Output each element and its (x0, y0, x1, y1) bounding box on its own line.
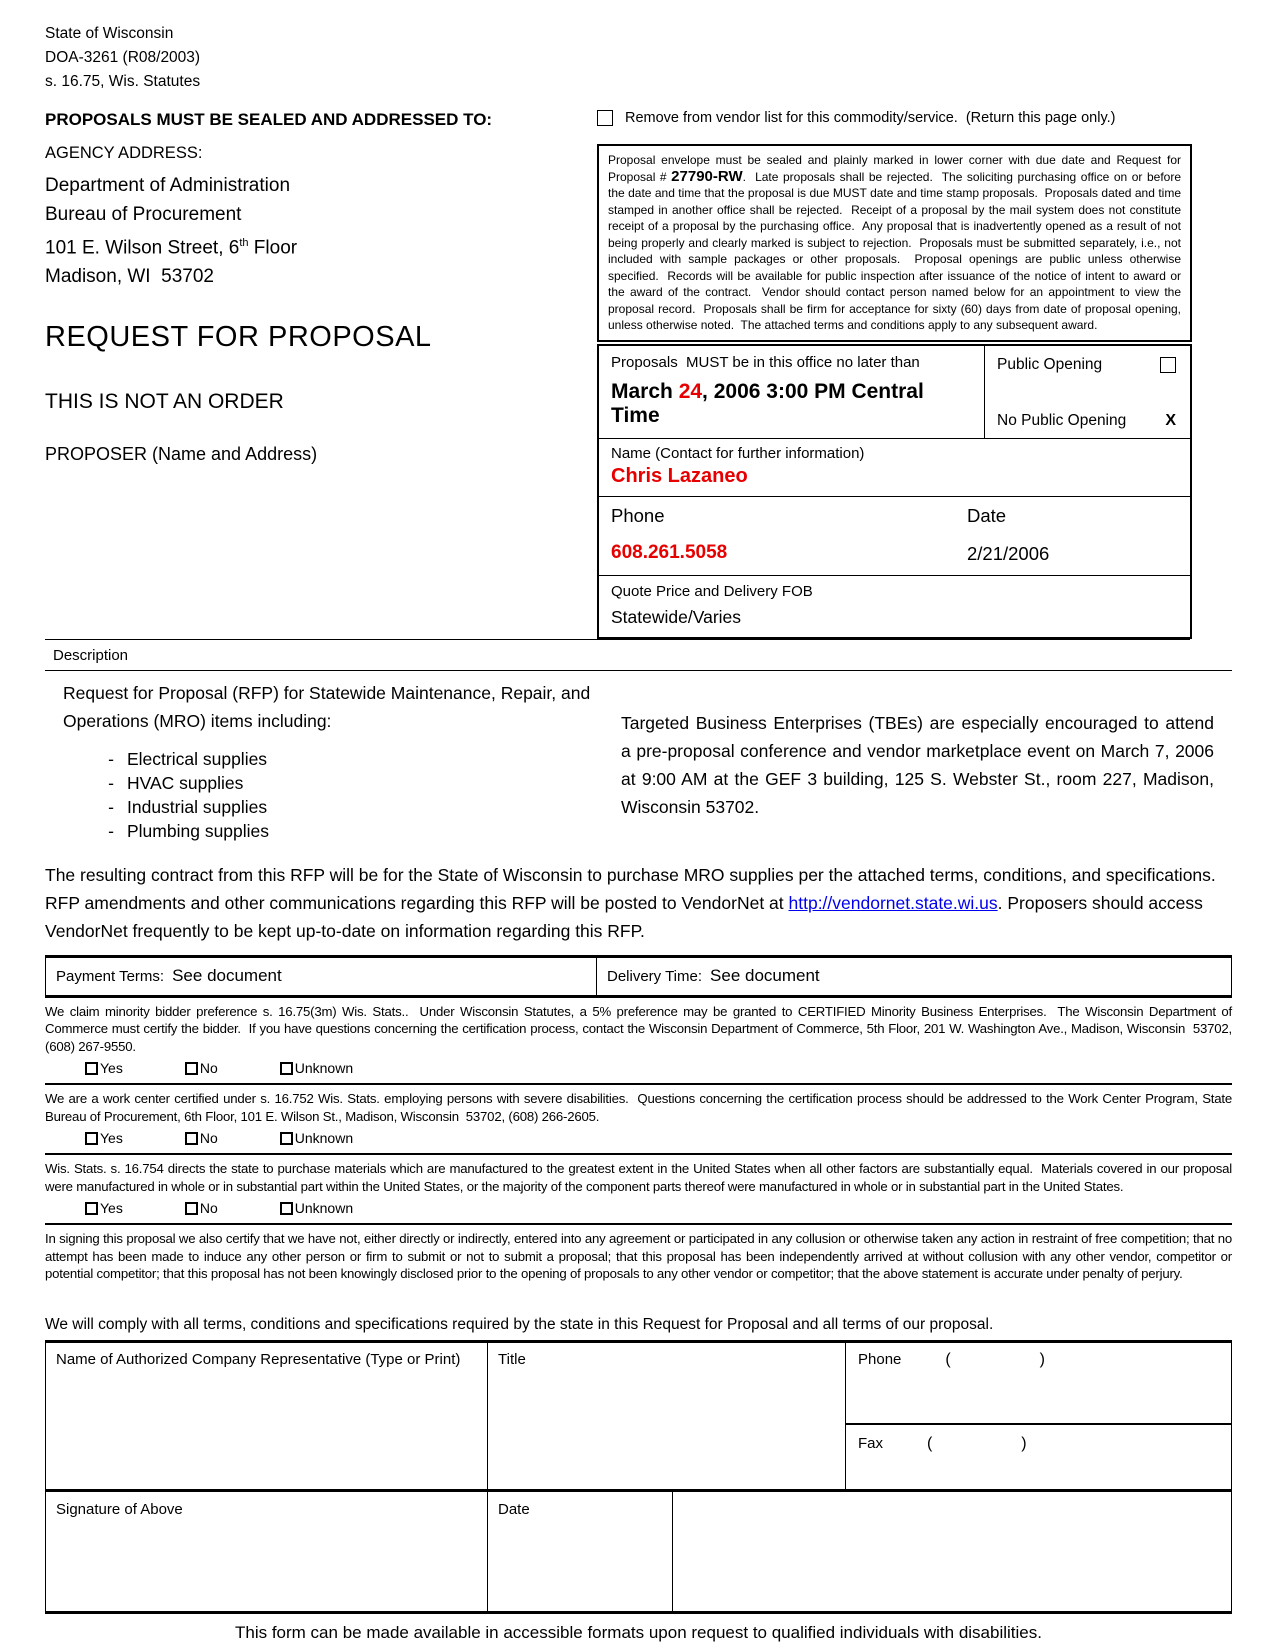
phone-entry-cell[interactable] (846, 1343, 1231, 1425)
agency-line-4: Madison, WI 53702 (45, 266, 214, 288)
us-materials-section (45, 1155, 1236, 1225)
minority-bidder-text: We claim minority bidder preference s. 16.75(3m) Wis. Stats.. Under Wisconsin Statutes, a 5% preference may be granted to CERTIFIED Minority Business Enterprises. The Wisconsin Department of Commerce must certify the bidder. If you have questions concerning the certification process, contact the Wisconsin Department of Commerce, 5th Floor, 201 W. Washington Ave., Madison, Wisconsin 53702, (608) 267-9550. (45, 1003, 1236, 1054)
left-column (45, 144, 597, 639)
minority-bidder-options (85, 1060, 1232, 1076)
agency-address-label: AGENCY ADDRESS: (45, 144, 203, 162)
list-item (63, 819, 605, 843)
no-checkbox[interactable] (185, 1202, 198, 1215)
delivery-time-cell (596, 958, 1231, 995)
deadline-label: Proposals MUST be in this office no later than (611, 353, 920, 371)
sealed-heading: PROPOSALS MUST BE SEALED AND ADDRESSED TO: (45, 110, 493, 129)
tbe-note: Targeted Business Enterprises (TBEs) are especially encouraged to attend a pre-proposal conference and vendor marketplace event on March 7, 2006 at 9:00 AM at the GEF 3 building, 125 S. Webster St., room 227, Madison, Wisconsin 53702. (621, 712, 1214, 817)
fax-entry-label: Fax (858, 1434, 884, 1452)
description-intro: Request for Proposal (RFP) for Statewide Maintenance, Repair, and Operations (MRO) items including: (63, 682, 591, 731)
date-label: Date (967, 504, 1007, 526)
title-cell[interactable] (488, 1343, 846, 1489)
form-id-block (45, 22, 1232, 94)
fax-paren: ( ) (927, 1434, 1027, 1452)
phone-paren: ( ) (945, 1350, 1045, 1368)
form-statute: s. 16.75, Wis. Statutes (45, 73, 201, 90)
page-title: REQUEST FOR PROPOSAL (45, 321, 432, 354)
work-center-text: We are a work center certified under s. 16.752 Wis. Stats. employing persons with severe disabilities. Questions concerning the certification process should be addressed to the Work Center Program, State Bureau of Procurement, 6th Floor, 101 E. Wilson St., Madison, Wisconsin 53702, (608) 266-2605. (45, 1091, 1236, 1124)
phone-fax-column (846, 1343, 1231, 1489)
description-bottom-rule (45, 670, 1232, 671)
remove-vendor-label: Remove from vendor list for this commodity/service. (Return this page only.) (625, 110, 1116, 126)
vendornet-link[interactable]: http://vendornet.state.wi.us (788, 892, 998, 913)
us-materials-options (85, 1200, 1232, 1216)
terms-box (45, 955, 1232, 998)
phone-column (611, 505, 967, 565)
delivery-time-label: Delivery Time: (607, 967, 703, 985)
form-number: DOA-3261 (R08/2003) (45, 49, 201, 66)
not-an-order-label: THIS IS NOT AN ORDER (45, 390, 284, 414)
collusion-clause: In signing this proposal we also certify that we have not, either directly or indirectly, entered into any agreement or participated in any collusion or otherwise taken any action in restraint of free competition; that no attempt has been made to induce any other person or firm to submit or not to submit a proposal; that this proposal has been independently arrived at without collusion with any other vendor, competitor or potential competitor; that this proposal has not been knowingly disclosed prior to the opening of proposals to any other vendor or competitor; that the above statement is accurate under penalty of perjury. (45, 1231, 1236, 1281)
phone-date-row (599, 496, 1190, 575)
heading-row (45, 110, 1232, 130)
date-value: 2/21/2006 (967, 542, 1050, 564)
public-opening-checkbox[interactable] (1160, 357, 1176, 373)
envelope-notice-box (597, 144, 1192, 342)
proposer-entry-area[interactable] (45, 465, 577, 585)
date-column (967, 505, 1178, 565)
agency-line-1: Department of Administration (45, 175, 291, 196)
list-item-label: Industrial supplies (127, 796, 268, 817)
no-public-opening-mark: X (1165, 411, 1176, 429)
description-left (45, 679, 605, 843)
list-bullet: - (108, 772, 114, 793)
minority-bidder-section (45, 998, 1236, 1086)
work-center-options (85, 1130, 1232, 1146)
list-item (63, 747, 605, 771)
unknown-checkbox[interactable] (280, 1062, 293, 1075)
phone-label: Phone (611, 504, 665, 526)
signature-row-1 (46, 1343, 1231, 1489)
us-materials-text: Wis. Stats. s. 16.754 directs the state to purchase materials which are manufactured to the greatest extent in the United States when all other factors are substantially equal. Materials covered in our proposal were manufactured in whole or in substantial part within the United States, or the majority of the component parts thereof were manufactured in whole or in substantial part in the United States. (45, 1161, 1236, 1194)
delivery-time-value: See document (710, 965, 820, 985)
right-column (597, 144, 1192, 639)
representative-name-label: Name of Authorized Company Representative (Type or Print) (56, 1350, 461, 1368)
public-opening-cell (984, 346, 1190, 438)
list-item-label: Plumbing supplies (127, 820, 270, 841)
signature-cell[interactable] (46, 1492, 488, 1611)
public-opening-line (997, 356, 1176, 374)
option-yes: Yes (85, 1130, 123, 1146)
description-content (45, 679, 1232, 843)
option-unknown: Unknown (280, 1060, 353, 1076)
option-yes: Yes (85, 1060, 123, 1076)
representative-name-cell[interactable] (46, 1343, 488, 1489)
option-no: No (185, 1130, 218, 1146)
list-bullet: - (108, 748, 114, 769)
unknown-checkbox[interactable] (280, 1202, 293, 1215)
signature-label: Signature of Above (56, 1500, 183, 1518)
no-checkbox[interactable] (185, 1132, 198, 1145)
envelope-notice-post: . Late proposals shall be rejected. The soliciting purchasing office on or before the date and time that the proposal is due MUST date and time stamp proposals. Proposals dated and time stamped in another office shall be rejected. Receipt of a proposal by the mail system does not constitute receipt of a proposal by the purchasing office. Any proposal that is inadvertently opened as a result of not being properly and clearly marked is subject to rejection. Proposals must be submitted separately, i.e., not included with sample packages or other proposals. Proposal openings are public unless otherwise specified. Records will be available for public inspection after issuance of the notice of intent to award or the award of the contract. Vendor should contact person named below for an appointment to view the proposal record. Proposals shall be firm for acceptance for sixty (60) days from date of proposal opening, unless otherwise noted. The attached terms and conditions apply to any subsequent award. (608, 169, 1185, 332)
collusion-section (45, 1225, 1236, 1286)
unknown-checkbox[interactable] (280, 1132, 293, 1145)
phone-value: 608.261.5058 (611, 541, 728, 563)
deadline-row (599, 346, 1190, 438)
empty-cell (673, 1492, 1231, 1611)
envelope-notice-pre: Proposal envelope must be sealed and plainly marked in lower corner with due date and Request for Proposal # (608, 153, 1185, 184)
description-list (63, 747, 605, 843)
list-bullet: - (108, 796, 114, 817)
contact-name-value: Chris Lazaneo (611, 464, 748, 487)
agency-line-3: 101 E. Wilson Street, 6th Floor (45, 237, 298, 259)
option-unknown: Unknown (280, 1130, 353, 1146)
notes-block (45, 861, 1232, 945)
description-label: Description (53, 646, 129, 664)
fob-value: Statewide/Varies (611, 606, 742, 627)
no-public-opening-line (997, 412, 1176, 430)
public-opening-label: Public Opening (997, 355, 1103, 373)
accessibility-footer: This form can be made available in accessible formats upon request to qualified individuals with disabilities. (235, 1622, 1042, 1642)
work-center-section (45, 1085, 1236, 1155)
vendornet-note: RFP amendments and other communications regarding this RFP will be posted to VendorNet at http://vendornet.state.wi.us. Proposers should access VendorNet frequently to be kept up-to-date on information regarding this RFP. (45, 892, 1203, 941)
payment-terms-cell (46, 958, 596, 995)
signature-row-2 (46, 1489, 1231, 1611)
list-item (63, 771, 605, 795)
agency-line-2: Bureau of Procurement (45, 204, 242, 225)
list-item (63, 795, 605, 819)
no-public-opening-label: No Public Opening (997, 411, 1127, 429)
phone-entry-label: Phone (858, 1350, 902, 1368)
list-item-label: HVAC supplies (127, 772, 244, 793)
yes-checkbox[interactable] (85, 1132, 98, 1145)
deadline-date: March 24, 2006 3:00 PM Central Time (611, 379, 930, 427)
ordinal-suffix: th (239, 237, 249, 249)
signature-date-cell[interactable] (488, 1492, 673, 1611)
contract-note: The resulting contract from this RFP will be for the State of Wisconsin to purchase MRO supplies per the attached terms, conditions, and specifications. (45, 864, 1216, 885)
title-label: Title (498, 1350, 526, 1368)
option-no: No (185, 1200, 218, 1216)
signature-table (45, 1340, 1232, 1614)
option-no: No (185, 1060, 218, 1076)
comply-note: We will comply with all terms, conditions and specifications required by the state in this Request for Proposal and all terms of our proposal. (45, 1315, 994, 1333)
contact-name-row (599, 438, 1190, 496)
option-yes: Yes (85, 1200, 123, 1216)
rfp-number: 27790-RW (671, 167, 743, 185)
proposer-label: PROPOSER (Name and Address) (45, 444, 318, 465)
fob-row (599, 575, 1190, 637)
payment-terms-value: See document (172, 965, 282, 985)
contact-name-label: Name (Contact for further information) (611, 444, 865, 462)
remove-vendor-checkbox[interactable] (597, 110, 613, 126)
fax-entry-cell[interactable] (846, 1425, 1231, 1489)
deadline-cell (599, 346, 984, 438)
yes-checkbox[interactable] (85, 1202, 98, 1215)
description-right (605, 679, 1232, 843)
list-bullet: - (108, 820, 114, 841)
list-item-label: Electrical supplies (127, 748, 268, 769)
proposal-info-table (597, 344, 1192, 639)
form-state: State of Wisconsin (45, 25, 174, 42)
option-unknown: Unknown (280, 1200, 353, 1216)
main-section (45, 144, 1232, 639)
payment-terms-label: Payment Terms: (56, 967, 165, 985)
signature-date-label: Date (498, 1500, 530, 1518)
yes-checkbox[interactable] (85, 1062, 98, 1075)
remove-vendor-line (597, 110, 1116, 126)
no-checkbox[interactable] (185, 1062, 198, 1075)
agency-address (45, 171, 577, 291)
fob-label: Quote Price and Delivery FOB (611, 582, 813, 600)
deadline-day: 24 (678, 379, 703, 403)
